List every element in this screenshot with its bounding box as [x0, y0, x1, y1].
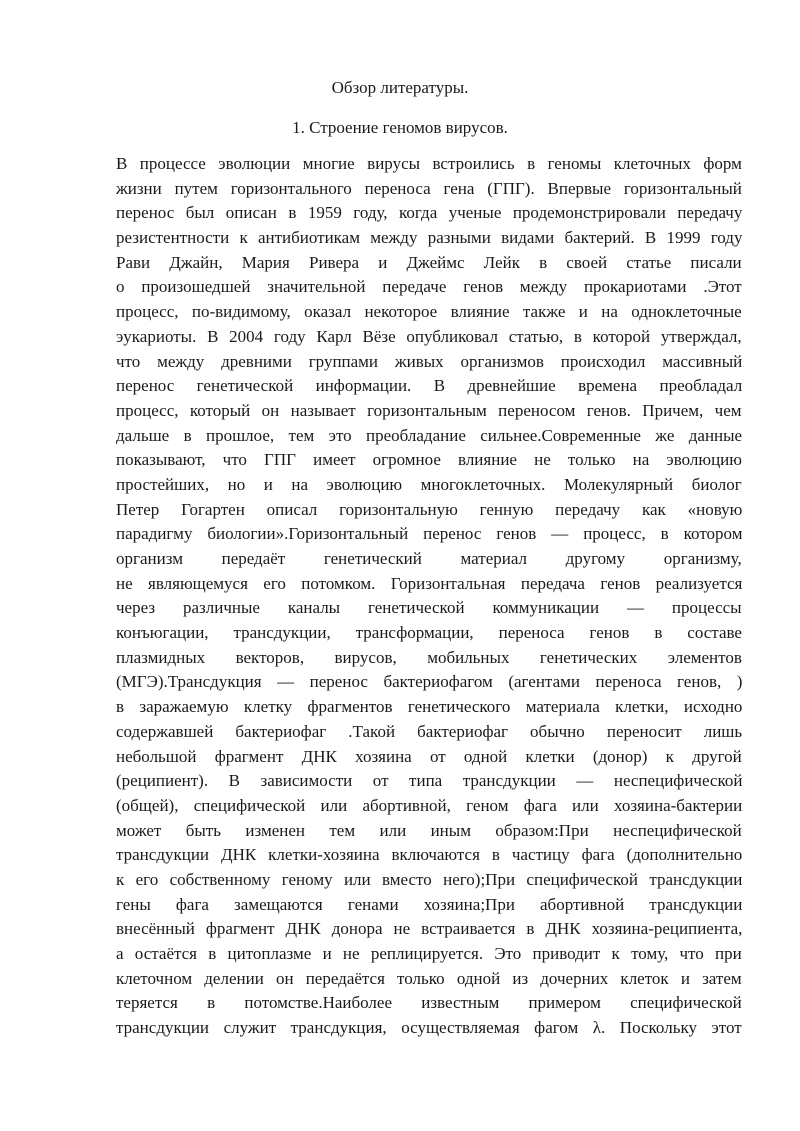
text-line: о произошедшей значительной передаче генов между прокариотами .Этот — [116, 277, 742, 297]
section-heading: 1. Строение геномов вирусов. — [292, 118, 508, 137]
text-line: Петер Гогартен описал горизонтальную генную передачу как «новую — [116, 499, 742, 519]
text-line: (МГЭ).Трансдукция — перенос бактериофагом (агентами переноса генов, ) — [116, 672, 742, 692]
text-line: перенос генетической информации. В древнейшие времена преобладал — [116, 376, 742, 396]
text-line: трансдукции ДНК клетки-хозяина включаются в частицу фага (дополнительно — [116, 845, 742, 865]
text-line: резистентности к антибиотикам между разными видами бактерий. В 1999 году — [116, 228, 742, 248]
text-line: жизни путем горизонтального переноса гена (ГПГ). Впервые горизонтальный — [116, 178, 742, 198]
text-line: может быть изменен тем или иным образом:При неспецифической — [116, 820, 742, 840]
text-line: эукариоты. В 2004 году Карл Вёзе опубликовал статью, в которой утверждал, — [116, 326, 742, 346]
text-line: процесс, по-видимому, оказал некоторое влияние также и на одноклеточные — [116, 302, 742, 322]
text-line: небольшой фрагмент ДНК хозяина от одной клетки (донор) к другой — [116, 746, 742, 766]
text-line: через различные каналы генетической коммуникации — процессы — [116, 598, 742, 618]
text-line: парадигму биологии».Горизонтальный перенос генов — процесс, в котором — [116, 524, 742, 544]
text-line: процесс, который он называет горизонтальным переносом генов. Причем, чем — [116, 400, 742, 420]
text-line: В процессе эволюции многие вирусы встроились в геномы клеточных форм — [116, 154, 742, 173]
text-line: конъюгации, трансдукции, трансформации, переноса генов в составе — [116, 623, 742, 643]
text-line: внесённый фрагмент ДНК донора не встраивается в ДНК хозяина-реципиента, — [116, 919, 742, 939]
text-line: перенос был описан в 1959 году, когда ученые продемонстрировали передачу — [116, 203, 742, 223]
text-line: (общей), специфической или абортивной, геном фага или хозяина-бактерии — [116, 795, 742, 815]
text-line: к его собственному геному или вместо него);При специфической трансдукции — [116, 869, 742, 889]
text-line: а остаётся в цитоплазме и не реплицируется. Это приводит к тому, что при — [116, 944, 742, 963]
text-line: клеточном делении он передаётся только одной из дочерних клеток и затем — [116, 968, 742, 988]
text-line: не являющемуся его потомком. Горизонтальная передача генов реализуется — [116, 573, 742, 593]
text-line: гены фага замещаются генами хозяина;При абортивной трансдукции — [116, 894, 742, 914]
text-line: Рави Джайн, Мария Ривера и Джеймс Лейк в своей статье писали — [116, 252, 742, 272]
text-line: что между древними группами живых организмов происходил массивный — [116, 351, 742, 371]
text-line: теряется в потомстве.Наиболее известным примером специфической — [116, 993, 742, 1013]
text-line: простейших, но и на эволюцию многоклеточных. Молекулярный биолог — [116, 474, 742, 494]
text-line: трансдукции служит трансдукция, осуществляемая фагом λ. Поскольку этот — [116, 1018, 742, 1038]
text-line: плазмидных векторов, вирусов, мобильных генетических элементов — [116, 647, 742, 667]
text-line: дальше в прошлое, тем это преобладание сильнее.Современные же данные — [116, 425, 742, 445]
text-line: (реципиент). В зависимости от типа трансдукции — неспецифической — [116, 771, 742, 791]
text-line: организм передаёт генетический материал другому организму, — [116, 549, 742, 568]
body-paragraph — [116, 152, 742, 1041]
text-line: в заражаемую клетку фрагментов генетического материала клетки, исходно — [116, 697, 742, 717]
text-line: содержавшей бактериофаг .Такой бактериофаг обычно переносит лишь — [116, 721, 742, 741]
document-title: Обзор литературы. — [331, 78, 469, 97]
text-line: показывают, что ГПГ имеет огромное влияние не только на эволюцию — [116, 450, 742, 470]
